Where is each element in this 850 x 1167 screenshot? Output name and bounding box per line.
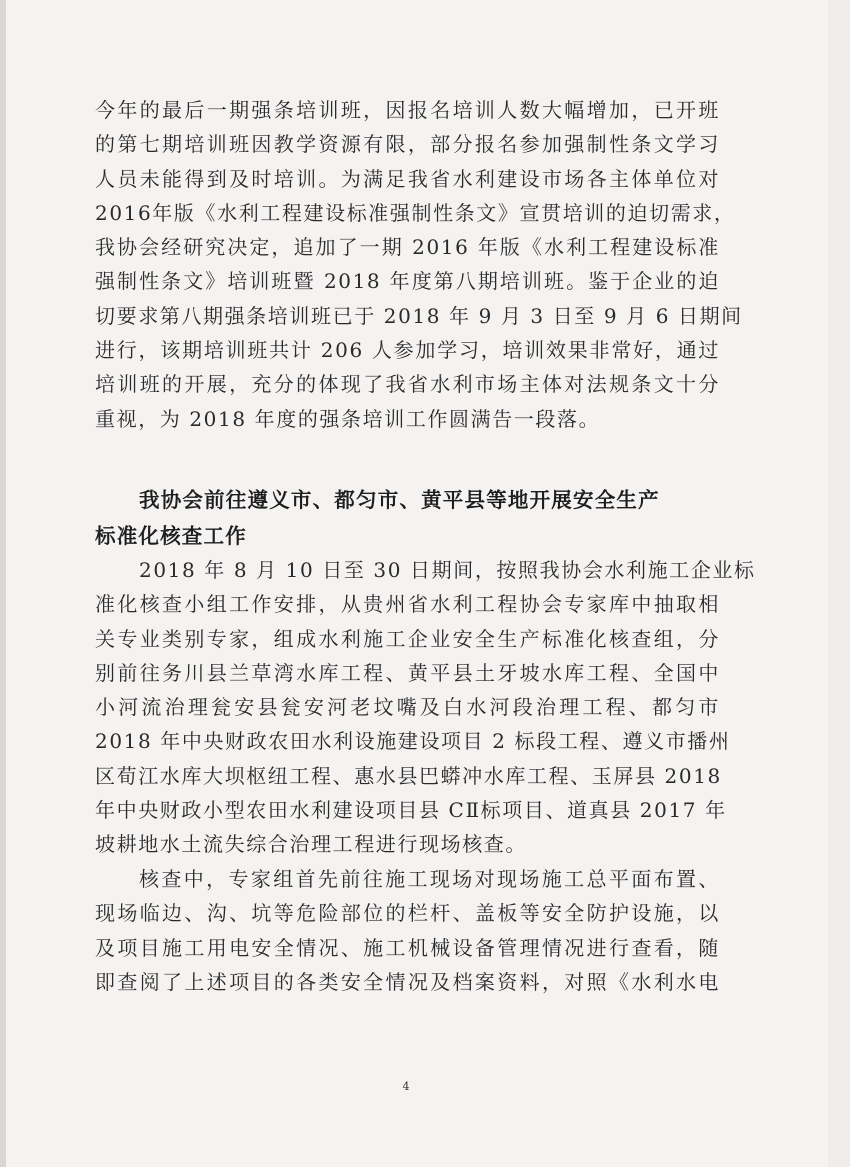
paragraph1-line: 进行，该期培训班共计 206 人参加学习，培训效果非常好，通过 bbox=[95, 338, 720, 363]
page-edge bbox=[828, 0, 850, 1167]
paragraph2-line: 2018 年 8 月 10 日至 30 日期间，按照我协会水利施工企业标 bbox=[139, 558, 756, 582]
paragraph2-line: 区荀江水库大坝枢纽工程、惠水县巴蟒冲水库工程、玉屏县 2018 bbox=[95, 763, 722, 788]
paragraph2-line: 2018 年中央财政农田水利设施建设项目 2 标段工程、遵义市播州 bbox=[95, 729, 731, 754]
paragraph2-line: 别前往务川县兰草湾水库工程、黄平县土牙坡水库工程、全国中 bbox=[95, 660, 720, 685]
paragraph1-line: 我协会经研究决定，追加了一期 2016 年版《水利工程建设标准 bbox=[95, 235, 720, 260]
paragraph-training-class bbox=[95, 93, 743, 436]
paragraph2-line: 坡耕地水土流失综合治理工程进行现场核查。 bbox=[95, 832, 527, 857]
paragraph1-line: 重视，为 2018 年度的强条培训工作圆满告一段落。 bbox=[95, 406, 601, 431]
paragraph2-line: 年中央财政小型农田水利建设项目县 CⅡ标项目、道真县 2017 年 bbox=[95, 798, 727, 823]
paragraph3-line: 现场临边、沟、坑等危险部位的栏杆、盖板等安全防护设施，以 bbox=[95, 901, 720, 926]
paragraph1-line: 的第七期培训班因教学资源有限，部分报名参加强制性条文学习 bbox=[95, 132, 720, 157]
paragraph3-line: 核查中，专家组首先前往施工现场对现场施工总平面布置、 bbox=[139, 867, 720, 891]
paragraph2-line: 准化核查小组工作安排，从贵州省水利工程协会专家库中抽取相 bbox=[95, 592, 720, 617]
paragraph2-line: 小河流治理瓮安县瓮安河老坟嘴及白水河段治理工程、都匀市 bbox=[95, 695, 720, 720]
heading-line-1: 我协会前往遵义市、都匀市、黄平县等地开展安全生产 bbox=[139, 488, 660, 512]
paragraph1-line: 2016年版《水利工程建设标准强制性条文》宣贯培训的迫切需求， bbox=[95, 200, 736, 225]
paragraph-inspection-schedule bbox=[95, 553, 756, 862]
paragraph2-line: 关专业类别专家，组成水利施工企业安全生产标准化核查组，分 bbox=[95, 626, 720, 651]
paragraph1-line: 强制性条文》培训班暨 2018 年度第八期培训班。鉴于企业的迫 bbox=[95, 269, 720, 294]
page-number: 4 bbox=[402, 1080, 410, 1093]
paragraph1-line: 今年的最后一期强条培训班，因报名培训人数大幅增加，已开班 bbox=[95, 98, 720, 122]
paragraph1-line: 人员未能得到及时培训。为满足我省水利建设市场各主体单位对 bbox=[95, 166, 720, 191]
paragraph3-line: 即查阅了上述项目的各类安全情况及档案资料，对照《水利水电 bbox=[95, 969, 720, 994]
heading-line-2: 标准化核查工作 bbox=[95, 524, 247, 548]
section-heading bbox=[95, 482, 725, 554]
paragraph1-line: 培训班的开展，充分的体现了我省水利市场主体对法规条文十分 bbox=[95, 372, 720, 397]
paragraph-inspection-process bbox=[95, 862, 720, 999]
paragraph1-line: 切要求第八期强条培训班已于 2018 年 9 月 3 日至 9 月 6 日期间 bbox=[95, 303, 743, 328]
paragraph3-line: 及项目施工用电安全情况、施工机械设备管理情况进行查看，随 bbox=[95, 935, 720, 960]
